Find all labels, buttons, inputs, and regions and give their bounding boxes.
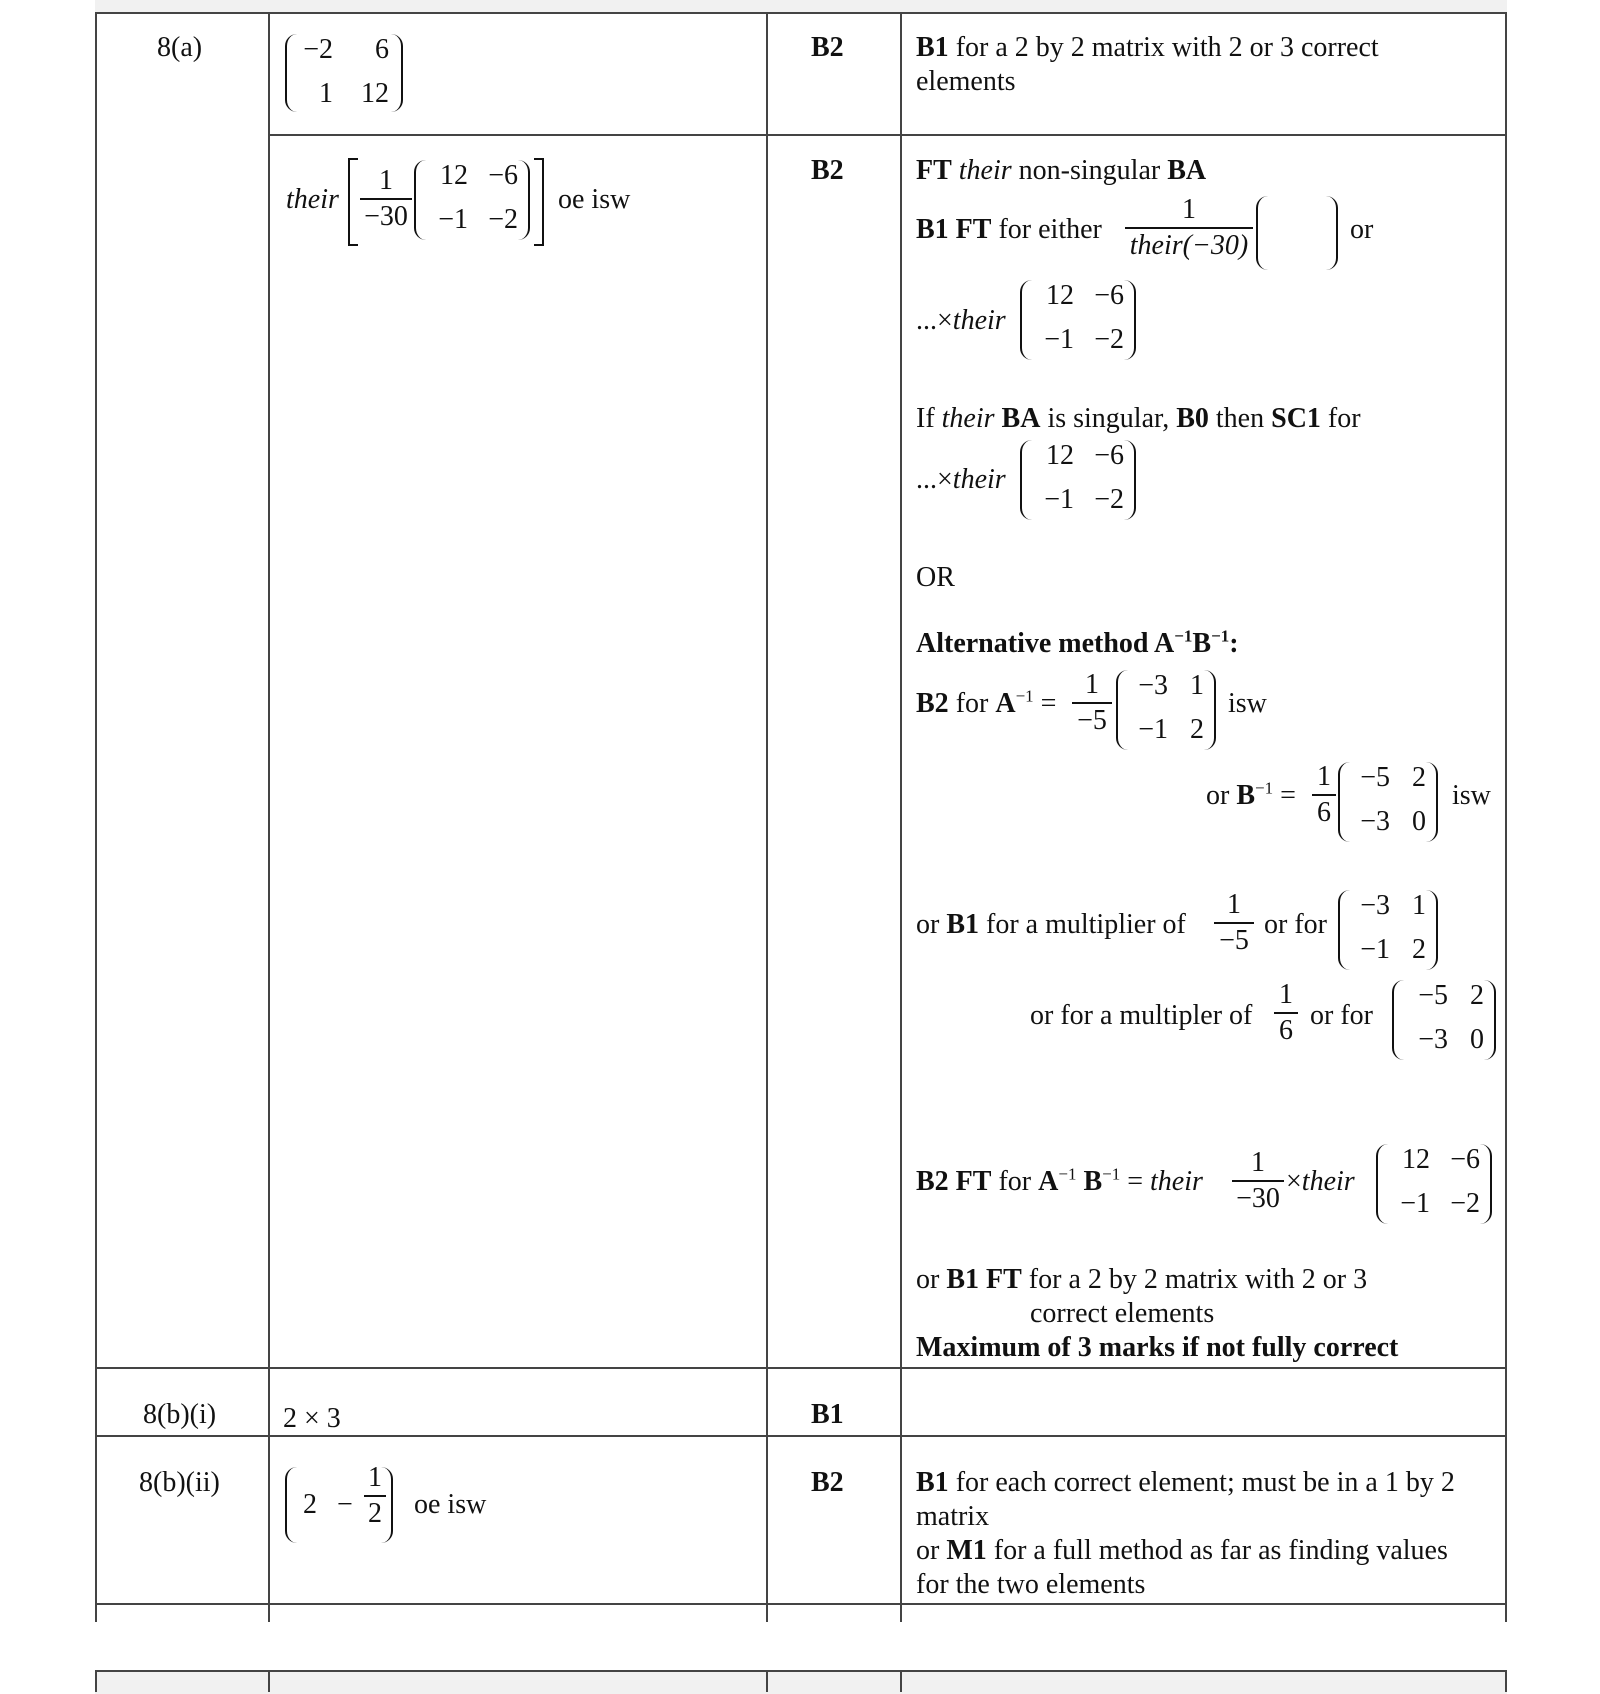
mark-code: B2 — [811, 32, 844, 63]
matrix-element: −3 — [1360, 890, 1390, 921]
fraction-denominator: −30 — [364, 200, 408, 232]
guidance-line: B2 for $A^{-1}$ = — [916, 686, 1057, 719]
isw-note: isw — [1228, 688, 1267, 719]
answer-text: 2 × 3 — [283, 1403, 341, 1434]
alternative-method-heading: Alternative method $A^{-1}B^{-1}$: — [916, 626, 1239, 659]
guidance-line: or M1 for a full method as far as finding values — [916, 1535, 1448, 1566]
their-label: their — [286, 184, 339, 215]
guidance-text: elements — [916, 66, 1016, 97]
column-divider — [268, 12, 270, 1622]
table-border-left — [95, 12, 97, 1622]
guidance-line: ×their — [1286, 1166, 1355, 1197]
next-table-edge — [95, 1670, 1507, 1694]
guidance-line: B1 FT for either — [916, 214, 1102, 245]
guidance-line: ...×their — [916, 305, 1006, 336]
fraction — [1274, 980, 1298, 1046]
fraction-numerator: 1 — [1182, 194, 1196, 225]
bracket-right — [534, 158, 544, 246]
answer-matrix — [285, 34, 403, 112]
matrix-element: 12 — [361, 78, 389, 109]
fraction-denominator: their(−30) — [1129, 229, 1249, 261]
fraction-numerator: 1 — [1251, 1147, 1265, 1178]
mark-code: B2 — [811, 155, 844, 186]
matrix-element: −1 — [1400, 1188, 1430, 1219]
guidance-matrix — [1376, 1144, 1492, 1224]
guidance-line: matrix — [916, 1501, 990, 1532]
matrix-element: −2 — [1450, 1188, 1480, 1219]
guidance-or-caps: OR — [916, 562, 955, 593]
guidance-matrix — [1116, 670, 1216, 750]
matrix-element: 12 — [1402, 1144, 1430, 1175]
guidance-matrix — [1020, 280, 1136, 360]
fraction-denominator: −30 — [1236, 1182, 1280, 1214]
matrix-element: −3 — [1138, 670, 1168, 701]
guidance-line: or B1 for a multiplier of — [916, 909, 1186, 940]
fraction-numerator: 1 — [1317, 761, 1331, 792]
matrix-element: −5 — [1360, 762, 1390, 793]
matrix-element: −3 — [1360, 806, 1390, 837]
guidance-matrix — [1020, 440, 1136, 520]
matrix-element: −2 — [488, 204, 518, 235]
column-divider — [900, 12, 902, 1622]
fraction-denominator: −5 — [1077, 704, 1107, 736]
fraction-denominator: 6 — [1317, 796, 1331, 828]
previous-table-edge — [95, 0, 1507, 14]
guidance-line: correct elements — [1030, 1298, 1215, 1329]
guidance-matrix — [1392, 980, 1496, 1060]
matrix-element: 2 — [1412, 762, 1426, 793]
fraction-numerator: 1 — [368, 1462, 382, 1493]
bracket-left — [348, 158, 358, 246]
fraction — [1072, 670, 1112, 736]
guidance-line: or for a multipler of — [1030, 1000, 1253, 1031]
guidance-line: or B1 FT for a 2 by 2 matrix with 2 or 3 — [916, 1264, 1368, 1295]
matrix-element: 0 — [1470, 1024, 1484, 1055]
row-divider — [95, 1435, 1507, 1437]
fraction-numerator: 1 — [1227, 889, 1241, 920]
row-divider — [268, 134, 1507, 136]
guidance-text — [916, 32, 1379, 64]
column-divider — [95, 1670, 97, 1692]
guidance-or-for: or for — [1264, 909, 1327, 940]
matrix-element: −1 — [1360, 934, 1390, 965]
matrix-element: −2 — [1094, 484, 1124, 515]
guidance-line: If their BA is singular, B0 then SC1 for — [916, 403, 1361, 434]
question-number: 8(a) — [157, 32, 203, 63]
table-border-bottom — [95, 1603, 1507, 1605]
column-divider — [766, 12, 768, 1622]
fraction — [1214, 890, 1254, 956]
matrix-element: 2 — [303, 1489, 317, 1520]
fraction — [364, 1463, 386, 1529]
matrix-element: −1 — [438, 204, 468, 235]
guidance-line: FT their non-singular BA — [916, 155, 1207, 186]
fraction — [1312, 762, 1336, 828]
oe-isw-note: oe isw — [558, 184, 631, 215]
guidance-matrix — [1338, 762, 1438, 842]
guidance-line: ...×their — [916, 464, 1006, 495]
matrix-element: −6 — [488, 160, 518, 191]
matrix-element: 2 — [1412, 934, 1426, 965]
oe-isw-note: oe isw — [414, 1489, 487, 1520]
matrix-element: −6 — [1094, 280, 1124, 311]
matrix-element: 2 — [1190, 714, 1204, 745]
fraction — [1232, 1148, 1284, 1214]
maximum-marks-note: Maximum of 3 marks if not fully correct — [916, 1332, 1399, 1363]
fraction-denominator: 2 — [368, 1497, 382, 1529]
matrix-element: −1 — [1138, 714, 1168, 745]
answer-matrix — [414, 160, 530, 240]
matrix-element: −5 — [1418, 980, 1448, 1011]
row-divider — [95, 1367, 1507, 1369]
column-divider — [766, 1670, 768, 1692]
fraction-numerator: 1 — [1085, 669, 1099, 700]
fraction — [360, 166, 412, 232]
minus-sign: − — [337, 1489, 353, 1520]
matrix-element: −3 — [1418, 1024, 1448, 1055]
matrix-element: 12 — [440, 160, 468, 191]
mark-code: B2 — [811, 1467, 844, 1498]
isw-note: isw — [1452, 780, 1491, 811]
guidance-line: B2 FT for $A^{-1}$ $B^{-1}$ = their — [916, 1164, 1203, 1197]
matrix-element: −1 — [1044, 324, 1074, 355]
fraction-numerator: 1 — [1279, 979, 1293, 1010]
question-number: 8(b)(i) — [143, 1399, 217, 1430]
matrix-element: 1 — [1412, 890, 1426, 921]
fraction-denominator: −5 — [1219, 924, 1249, 956]
matrix-element: 12 — [1046, 280, 1074, 311]
column-divider — [1505, 1670, 1507, 1692]
fraction — [1125, 195, 1253, 261]
guidance-line: for a 2 by 2 matrix with 2 or 3 correct — [955, 32, 1379, 63]
matrix-element: −2 — [1094, 324, 1124, 355]
guidance-or-for: or for — [1310, 1000, 1373, 1031]
column-divider — [268, 1670, 270, 1692]
matrix-element: 6 — [375, 34, 389, 65]
fraction-numerator: 1 — [379, 165, 393, 196]
matrix-element: 12 — [1046, 440, 1074, 471]
matrix-element: −6 — [1450, 1144, 1480, 1175]
table-border-right — [1505, 12, 1507, 1622]
guidance-matrix — [1338, 890, 1438, 970]
matrix-element: −6 — [1094, 440, 1124, 471]
matrix-element: 1 — [319, 78, 333, 109]
matrix-element: 0 — [1412, 806, 1426, 837]
mark-code: B1 — [916, 32, 949, 63]
guidance-line: or $B^{-1}$ = — [1206, 778, 1296, 811]
matrix-element: −1 — [1044, 484, 1074, 515]
empty-matrix — [1256, 196, 1338, 270]
question-number: 8(b)(ii) — [139, 1467, 220, 1498]
mark-code: B1 — [811, 1399, 844, 1430]
matrix-element: −2 — [303, 34, 333, 65]
matrix-element: 2 — [1470, 980, 1484, 1011]
matrix-element: 1 — [1190, 670, 1204, 701]
guidance-line: for the two elements — [916, 1569, 1146, 1600]
guidance-or: or — [1350, 214, 1374, 245]
column-divider — [900, 1670, 902, 1692]
guidance-line: B1 for each correct element; must be in a 1 by 2 — [916, 1467, 1455, 1498]
fraction-denominator: 6 — [1279, 1014, 1293, 1046]
